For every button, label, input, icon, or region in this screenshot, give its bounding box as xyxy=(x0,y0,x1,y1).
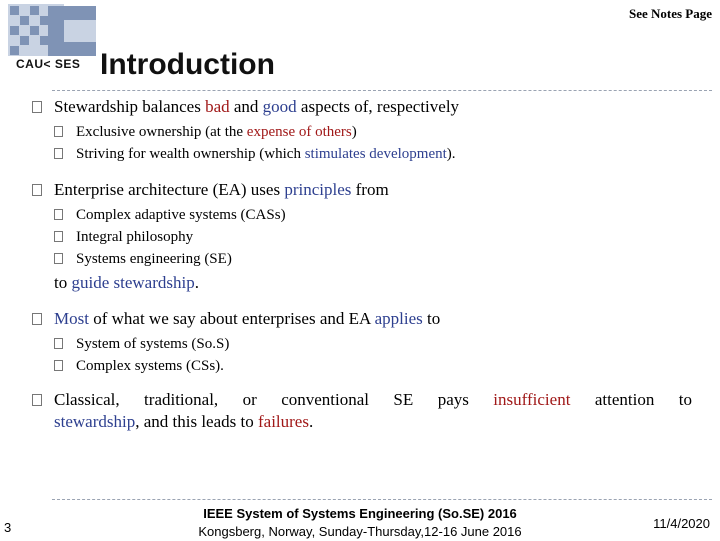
text-segment: attention to xyxy=(570,390,692,409)
text-segment: Exclusive ownership (at the xyxy=(76,124,247,140)
sub-bullet-item xyxy=(54,333,692,355)
bullet-text-continued xyxy=(54,411,692,433)
bullet-list xyxy=(32,96,692,377)
blue-highlight-text: Most xyxy=(54,309,89,328)
top-divider xyxy=(52,90,712,91)
bullet-box-icon xyxy=(32,101,42,113)
text-segment: . xyxy=(194,273,199,292)
text-segment: System of systems (So.S) xyxy=(76,336,230,352)
red-highlight-text: expense of others xyxy=(246,124,352,140)
text-segment: Striving for wealth ownership (which xyxy=(76,146,305,162)
text-segment: to xyxy=(54,273,72,292)
sub-bullet-item xyxy=(54,226,692,248)
text-segment: and xyxy=(229,97,263,116)
bullet-text xyxy=(54,96,692,118)
sub-bullet-item xyxy=(54,248,692,270)
bullet-item xyxy=(32,179,692,201)
text-segment: , and this leads to xyxy=(135,412,258,431)
conference-title: IEEE System of Systems Engineering (So.SE) 2016 xyxy=(203,506,517,521)
text-segment: Complex systems (CSs). xyxy=(76,358,224,374)
sub-bullet-item xyxy=(54,204,692,226)
page-number: 3 xyxy=(4,520,12,535)
slide-title: Introduction xyxy=(100,48,275,81)
see-notes-page-link[interactable]: See Notes Page xyxy=(628,6,712,21)
text-segment: ). xyxy=(446,146,456,162)
bullet-box-icon xyxy=(32,184,42,196)
cau-ses-logo xyxy=(8,4,98,74)
logo-c-graphic xyxy=(48,6,96,56)
blue-highlight-text: principles xyxy=(284,180,352,199)
logo-text: CAU< SES xyxy=(16,57,81,71)
bullet-item xyxy=(32,389,692,433)
blue-highlight-text: guide stewardship xyxy=(71,273,195,292)
text-segment: . xyxy=(308,412,314,431)
sub-bullet-list xyxy=(32,121,692,165)
sub-bullet-list xyxy=(32,333,692,377)
text-segment: aspects of, respectively xyxy=(296,97,460,116)
slide-date: 11/4/2020 xyxy=(653,516,710,531)
text-segment: ) xyxy=(351,124,357,140)
red-highlight-text: bad xyxy=(205,97,230,116)
text-segment: Classical, traditional, or conventional SE pays xyxy=(54,390,494,409)
sub-bullet-box-icon xyxy=(54,126,63,137)
bottom-divider xyxy=(52,499,712,500)
footer-conference xyxy=(160,505,560,541)
text-segment: Stewardship balances xyxy=(54,97,206,116)
sub-bullet-list xyxy=(32,204,692,270)
sub-bullet-box-icon xyxy=(54,209,63,220)
bullet-box-icon xyxy=(32,313,42,325)
text-segment: Enterprise architecture (EA) uses xyxy=(54,180,285,199)
bullet-box-icon xyxy=(32,394,42,406)
sub-bullet-box-icon xyxy=(54,148,63,159)
sub-bullet-box-icon xyxy=(54,338,63,349)
bullet-text xyxy=(54,179,692,201)
red-highlight-text: failures xyxy=(257,412,309,431)
sub-bullet-box-icon xyxy=(54,360,63,371)
text-segment: Complex adaptive systems (CASs) xyxy=(76,207,286,223)
bullet-text xyxy=(54,389,692,411)
text-segment: Systems engineering (SE) xyxy=(76,251,232,267)
text-segment: of what we say about enterprises and EA xyxy=(88,309,375,328)
sub-bullet-box-icon xyxy=(54,253,63,264)
conference-location: Kongsberg, Norway, Sunday-Thursday,12-16 June 2016 xyxy=(198,524,522,539)
bullet-tail-text xyxy=(32,272,692,294)
blue-highlight-text: stewardship xyxy=(54,412,136,431)
blue-highlight-text: good xyxy=(262,97,297,116)
red-highlight-text: insufficient xyxy=(493,390,571,409)
text-segment: from xyxy=(351,180,389,199)
sub-bullet-item xyxy=(54,355,692,377)
text-segment: Integral philosophy xyxy=(76,229,194,245)
text-segment: to xyxy=(422,309,441,328)
blue-highlight-text: applies xyxy=(374,309,423,328)
blue-highlight-text: stimulates development xyxy=(304,146,447,162)
bullet-item xyxy=(32,308,692,330)
bullet-text xyxy=(54,308,692,330)
sub-bullet-item xyxy=(54,143,692,165)
sub-bullet-box-icon xyxy=(54,231,63,242)
bullet-item xyxy=(32,96,692,118)
sub-bullet-item xyxy=(54,121,692,143)
slide-content xyxy=(32,96,692,433)
